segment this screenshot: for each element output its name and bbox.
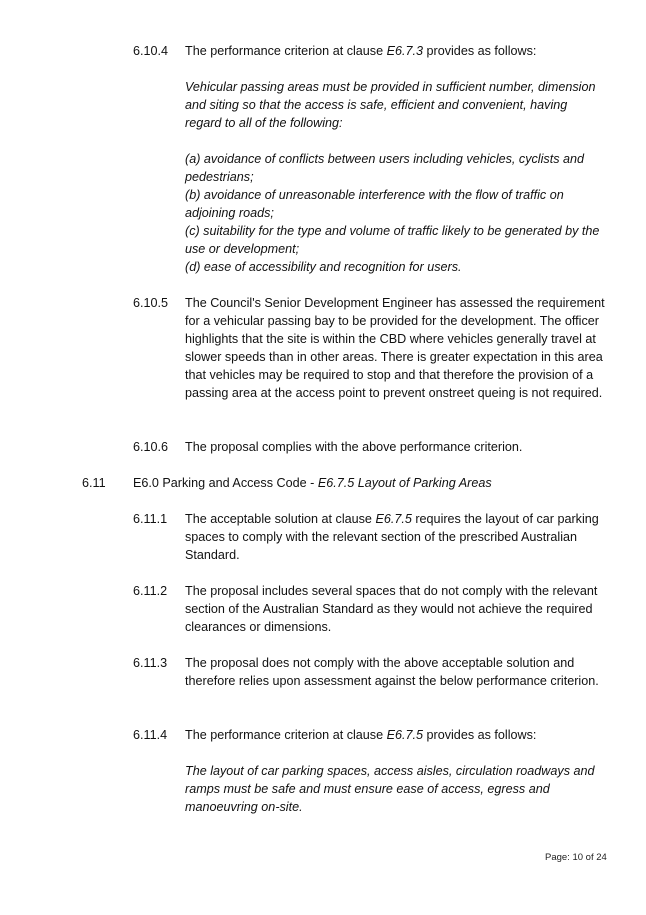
quote-text: Vehicular passing areas must be provided in sufficient number, dimension and siting so that the access is safe, efficient and convenient, having regard to all of the following:	[185, 80, 596, 130]
section-text: The proposal includes several spaces that do not comply with the relevant section of the Australian Standard as they would not achieve the required clearances or dimensions.	[185, 584, 598, 634]
section-number: 6.10.4	[133, 44, 169, 58]
section-number: 6.11.1	[133, 512, 168, 526]
quote-text: The layout of car parking spaces, access aisles, circulation roadways and ramps must be safe and must ensure ease of access, egress and manoeuvring on-site.	[185, 764, 595, 814]
list-item: (c) suitability for the type and volume of traffic likely to be generated by the use or development;	[185, 224, 600, 256]
clause-ref: E6.7.5	[386, 728, 424, 742]
clause-ref: E6.7.5	[375, 512, 412, 526]
section-text: The Council's Senior Development Engineer has assessed the requirement for a vehicular passing bay to be provided for the development. The officer highlights that the site is within the CBD where vehicles generally travel at slower speeds than in other areas. There is greater expectation in this area that vehicles may be required to stop and that therefore the provision of a passing area at the access point to prevent onstreet queing is not required.	[185, 296, 605, 400]
section-number: 6.10.5	[133, 296, 169, 310]
section-text: The acceptable solution at clause E6.7.5 requires the layout of car parking spaces to comply with the relevant section of the prescribed Australian Standard.	[185, 512, 599, 562]
page-number: Page: 10 of 24	[545, 852, 607, 863]
section-text: The proposal does not comply with the above acceptable solution and therefore relies upon assessment against the below performance criterion.	[185, 656, 599, 688]
section-number: 6.11.3	[133, 656, 168, 670]
list-item: (b) avoidance of unreasonable interference with the flow of traffic on adjoining roads;	[185, 188, 564, 220]
section-heading: E6.0 Parking and Access Code - E6.7.5 Layout of Parking Areas	[133, 476, 492, 490]
section-number: 6.10.6	[133, 440, 169, 454]
section-number: 6.11.4	[133, 728, 168, 742]
clause-ref: E6.7.3	[386, 44, 424, 58]
section-text: The performance criterion at clause E6.7.3 provides as follows:	[185, 44, 537, 58]
section-text: The performance criterion at clause E6.7.5 provides as follows:	[185, 728, 537, 742]
section-number: 6.11	[82, 476, 106, 490]
section-number: 6.11.2	[133, 584, 168, 598]
section-text: The proposal complies with the above performance criterion.	[185, 440, 523, 454]
list-item: (a) avoidance of conflicts between users including vehicles, cyclists and pedestrians;	[185, 152, 585, 184]
list-item: (d) ease of accessibility and recognition for users.	[185, 260, 462, 274]
